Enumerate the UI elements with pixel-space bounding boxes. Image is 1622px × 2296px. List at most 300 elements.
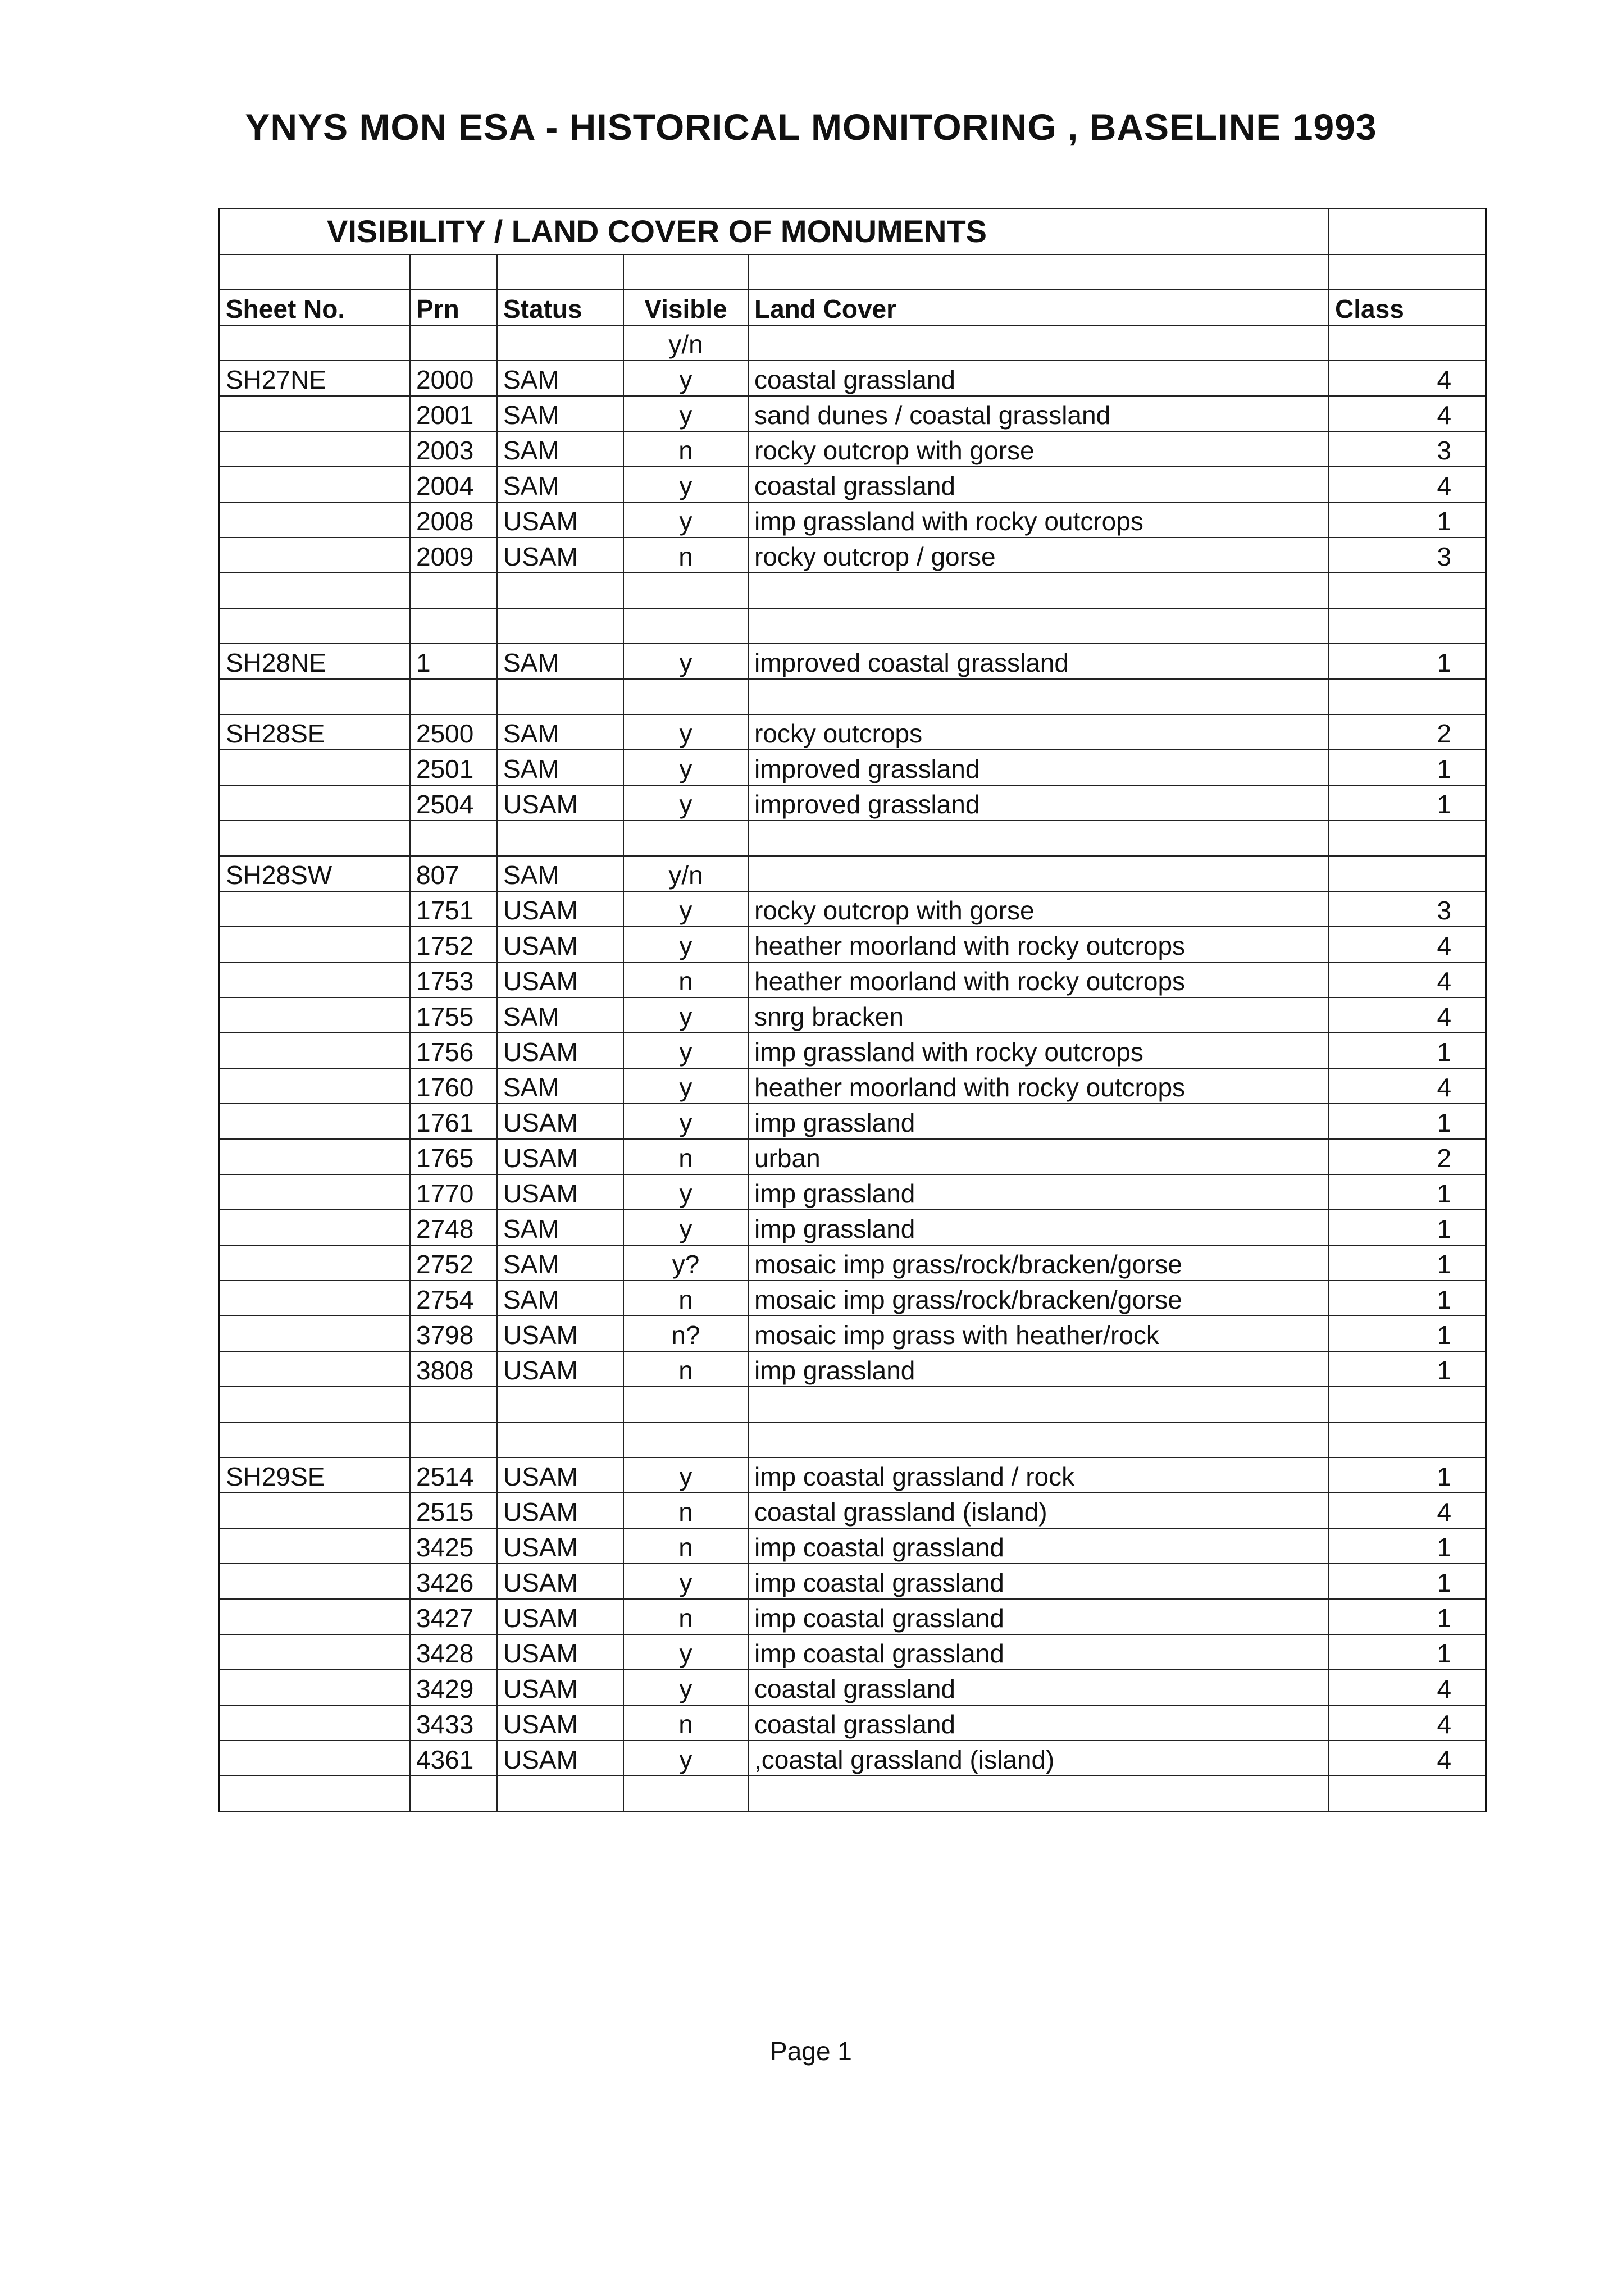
class-cell: 1 xyxy=(1329,1316,1486,1351)
empty-cell xyxy=(497,573,623,608)
column-header-row xyxy=(219,290,1486,325)
sheet-cell xyxy=(219,1564,410,1599)
status-cell: USAM xyxy=(497,1139,623,1174)
empty-cell xyxy=(1329,1776,1486,1811)
group-spacer-row xyxy=(219,1387,1486,1422)
prn-cell: 2514 xyxy=(410,1457,497,1493)
prn-cell: 1756 xyxy=(410,1033,497,1068)
visible-cell: y xyxy=(623,361,748,396)
class-cell: 2 xyxy=(1329,1139,1486,1174)
status-cell: USAM xyxy=(497,1528,623,1564)
prn-cell: 1765 xyxy=(410,1139,497,1174)
page-number: Page 1 xyxy=(770,2037,852,2066)
status-cell: USAM xyxy=(497,1705,623,1741)
visible-cell: y xyxy=(623,644,748,679)
visible-cell: n xyxy=(623,1139,748,1174)
col-header-visible: Visible xyxy=(623,290,748,325)
visible-cell: n xyxy=(623,962,748,997)
visible-cell: y xyxy=(623,1174,748,1210)
land-cover-cell: imp grassland xyxy=(748,1351,1329,1387)
status-cell: SAM xyxy=(497,997,623,1033)
empty-cell xyxy=(623,679,748,714)
status-cell: SAM xyxy=(497,750,623,785)
class-cell: 4 xyxy=(1329,1705,1486,1741)
sheet-cell xyxy=(219,537,410,573)
class-cell: 1 xyxy=(1329,644,1486,679)
sheet-cell xyxy=(219,1493,410,1528)
table-row xyxy=(219,1634,1486,1670)
class-cell: 4 xyxy=(1329,1670,1486,1705)
empty-cell xyxy=(1329,821,1486,856)
table-heading: VISIBILITY / LAND COVER OF MONUMENTS xyxy=(219,208,1329,254)
table-heading-row xyxy=(219,208,1486,254)
class-cell: 1 xyxy=(1329,1457,1486,1493)
status-cell: SAM xyxy=(497,1210,623,1245)
sheet-cell xyxy=(219,431,410,467)
empty-cell xyxy=(497,1387,623,1422)
empty-cell xyxy=(1329,1387,1486,1422)
sheet-cell xyxy=(219,785,410,821)
class-cell: 4 xyxy=(1329,1068,1486,1104)
empty-cell xyxy=(497,679,623,714)
empty-cell xyxy=(497,608,623,644)
table-row xyxy=(219,1564,1486,1599)
prn-cell: 2001 xyxy=(410,396,497,431)
status-cell: SAM xyxy=(497,1245,623,1281)
class-cell: 1 xyxy=(1329,1564,1486,1599)
visible-cell: n xyxy=(623,1493,748,1528)
table-row xyxy=(219,1493,1486,1528)
status-cell: USAM xyxy=(497,1564,623,1599)
group-spacer-row xyxy=(219,679,1486,714)
status-cell: USAM xyxy=(497,537,623,573)
prn-cell: 3808 xyxy=(410,1351,497,1387)
prn-cell: 2752 xyxy=(410,1245,497,1281)
prn-cell: 2000 xyxy=(410,361,497,396)
sheet-cell xyxy=(219,1528,410,1564)
empty-cell xyxy=(623,1387,748,1422)
status-cell: USAM xyxy=(497,502,623,537)
empty-cell xyxy=(748,608,1329,644)
sheet-cell xyxy=(219,1316,410,1351)
sheet-cell xyxy=(219,1599,410,1634)
sheet-cell xyxy=(219,1033,410,1068)
empty-cell xyxy=(410,573,497,608)
prn-cell: 2003 xyxy=(410,431,497,467)
table-row xyxy=(219,361,1486,396)
visible-cell: y xyxy=(623,1068,748,1104)
status-cell: USAM xyxy=(497,1457,623,1493)
land-cover-cell: mosaic imp grass with heather/rock xyxy=(748,1316,1329,1351)
prn-cell: 1770 xyxy=(410,1174,497,1210)
status-cell: SAM xyxy=(497,714,623,750)
prn-cell: 3798 xyxy=(410,1316,497,1351)
header-spacer-row xyxy=(219,254,1486,290)
status-cell: USAM xyxy=(497,1174,623,1210)
empty-cell xyxy=(623,1776,748,1811)
status-cell: USAM xyxy=(497,1599,623,1634)
status-cell: USAM xyxy=(497,891,623,927)
empty-cell xyxy=(1329,608,1486,644)
class-cell: 4 xyxy=(1329,361,1486,396)
land-cover-cell: rocky outcrop with gorse xyxy=(748,891,1329,927)
status-cell: USAM xyxy=(497,785,623,821)
land-cover-cell: imp coastal grassland xyxy=(748,1564,1329,1599)
land-cover-cell: imp coastal grassland xyxy=(748,1599,1329,1634)
status-cell: SAM xyxy=(497,856,623,891)
group-spacer-row xyxy=(219,573,1486,608)
visible-cell: n xyxy=(623,1281,748,1316)
empty-cell xyxy=(410,1387,497,1422)
sheet-cell: SH28SW xyxy=(219,856,410,891)
land-cover-cell: imp coastal grassland xyxy=(748,1634,1329,1670)
empty-cell xyxy=(623,608,748,644)
sheet-cell xyxy=(219,1104,410,1139)
table-row xyxy=(219,537,1486,573)
sheet-cell xyxy=(219,750,410,785)
visible-cell: y xyxy=(623,785,748,821)
col-header-class: Class xyxy=(1329,290,1486,325)
visible-cell: y xyxy=(623,750,748,785)
prn-cell: 3433 xyxy=(410,1705,497,1741)
prn-cell: 4361 xyxy=(410,1741,497,1776)
visible-cell: y xyxy=(623,1104,748,1139)
visible-cell: y xyxy=(623,997,748,1033)
land-cover-cell: sand dunes / coastal grassland xyxy=(748,396,1329,431)
empty-cell xyxy=(1329,1422,1486,1457)
table-heading-empty-cell xyxy=(1329,208,1486,254)
class-cell: 4 xyxy=(1329,997,1486,1033)
empty-cell xyxy=(748,1422,1329,1457)
empty-cell xyxy=(623,573,748,608)
table-row xyxy=(219,644,1486,679)
prn-cell: 1752 xyxy=(410,927,497,962)
status-cell: USAM xyxy=(497,927,623,962)
table-row xyxy=(219,1457,1486,1493)
table-row xyxy=(219,927,1486,962)
status-cell: SAM xyxy=(497,1068,623,1104)
land-cover-cell: improved coastal grassland xyxy=(748,644,1329,679)
prn-cell: 1753 xyxy=(410,962,497,997)
status-cell: SAM xyxy=(497,396,623,431)
status-cell: USAM xyxy=(497,1634,623,1670)
sheet-cell xyxy=(219,1174,410,1210)
status-cell: USAM xyxy=(497,1493,623,1528)
status-cell: SAM xyxy=(497,431,623,467)
class-cell: 1 xyxy=(1329,1245,1486,1281)
empty-cell xyxy=(410,821,497,856)
class-cell: 1 xyxy=(1329,502,1486,537)
table-row xyxy=(219,431,1486,467)
table-row xyxy=(219,502,1486,537)
group-spacer-row xyxy=(219,821,1486,856)
sheet-cell xyxy=(219,927,410,962)
table-row xyxy=(219,1281,1486,1316)
table-row xyxy=(219,1316,1486,1351)
visible-cell: y xyxy=(623,1457,748,1493)
visible-cell: n xyxy=(623,431,748,467)
prn-cell: 1761 xyxy=(410,1104,497,1139)
visible-cell: n? xyxy=(623,1316,748,1351)
table-row xyxy=(219,1705,1486,1741)
empty-cell xyxy=(219,679,410,714)
class-cell: 2 xyxy=(1329,714,1486,750)
sheet-cell: SH28NE xyxy=(219,644,410,679)
land-cover-cell: rocky outcrop with gorse xyxy=(748,431,1329,467)
status-cell: USAM xyxy=(497,1741,623,1776)
empty-cell xyxy=(219,1776,410,1811)
table-row xyxy=(219,396,1486,431)
land-cover-cell: coastal grassland xyxy=(748,467,1329,502)
visible-cell: y xyxy=(623,927,748,962)
empty-cell xyxy=(1329,573,1486,608)
class-cell: 4 xyxy=(1329,1493,1486,1528)
sheet-cell xyxy=(219,1210,410,1245)
table-row xyxy=(219,785,1486,821)
class-cell: 1 xyxy=(1329,785,1486,821)
status-cell: SAM xyxy=(497,361,623,396)
prn-cell: 2008 xyxy=(410,502,497,537)
table-row xyxy=(219,856,1486,891)
table-row xyxy=(219,1174,1486,1210)
sheet-cell: SH29SE xyxy=(219,1457,410,1493)
visible-cell: y xyxy=(623,1741,748,1776)
empty-cell xyxy=(497,1422,623,1457)
monuments-table xyxy=(218,208,1487,1812)
sheet-cell xyxy=(219,396,410,431)
visible-cell: y xyxy=(623,1670,748,1705)
land-cover-cell: imp grassland with rocky outcrops xyxy=(748,502,1329,537)
status-cell: USAM xyxy=(497,1670,623,1705)
table-row xyxy=(219,1139,1486,1174)
status-cell: USAM xyxy=(497,962,623,997)
land-cover-cell: imp grassland with rocky outcrops xyxy=(748,1033,1329,1068)
status-cell: SAM xyxy=(497,467,623,502)
col-header-sheet: Sheet No. xyxy=(219,290,410,325)
land-cover-cell: heather moorland with rocky outcrops xyxy=(748,927,1329,962)
class-cell: 4 xyxy=(1329,927,1486,962)
empty-cell xyxy=(748,679,1329,714)
empty-cell xyxy=(497,821,623,856)
sheet-cell xyxy=(219,467,410,502)
sheet-cell xyxy=(219,1741,410,1776)
empty-cell xyxy=(1329,679,1486,714)
land-cover-cell: ,coastal grassland (island) xyxy=(748,1741,1329,1776)
empty-cell xyxy=(219,821,410,856)
class-cell xyxy=(1329,856,1486,891)
prn-cell: 3428 xyxy=(410,1634,497,1670)
class-cell: 3 xyxy=(1329,537,1486,573)
prn-cell: 1760 xyxy=(410,1068,497,1104)
sheet-cell xyxy=(219,962,410,997)
col-header-land-cover: Land Cover xyxy=(748,290,1329,325)
land-cover-cell: imp coastal grassland xyxy=(748,1528,1329,1564)
prn-cell: 3429 xyxy=(410,1670,497,1705)
land-cover-cell: coastal grassland (island) xyxy=(748,1493,1329,1528)
sheet-cell xyxy=(219,1245,410,1281)
status-cell: USAM xyxy=(497,1351,623,1387)
table-row xyxy=(219,997,1486,1033)
empty-cell xyxy=(623,821,748,856)
prn-cell: 2500 xyxy=(410,714,497,750)
table-row xyxy=(219,750,1486,785)
class-cell: 3 xyxy=(1329,431,1486,467)
sheet-cell xyxy=(219,1068,410,1104)
status-cell: SAM xyxy=(497,1281,623,1316)
table-row xyxy=(219,1670,1486,1705)
sheet-cell: SH28SE xyxy=(219,714,410,750)
prn-cell: 2748 xyxy=(410,1210,497,1245)
empty-cell xyxy=(219,1387,410,1422)
land-cover-cell: mosaic imp grass/rock/bracken/gorse xyxy=(748,1245,1329,1281)
land-cover-cell: snrg bracken xyxy=(748,997,1329,1033)
sheet-cell xyxy=(219,997,410,1033)
prn-cell: 2754 xyxy=(410,1281,497,1316)
empty-cell xyxy=(219,608,410,644)
class-cell: 1 xyxy=(1329,1599,1486,1634)
class-cell: 4 xyxy=(1329,962,1486,997)
prn-cell: 2515 xyxy=(410,1493,497,1528)
visible-cell: y xyxy=(623,396,748,431)
prn-cell: 1751 xyxy=(410,891,497,927)
col-subheader-visible: y/n xyxy=(623,325,748,361)
class-cell: 1 xyxy=(1329,1033,1486,1068)
sheet-cell xyxy=(219,1670,410,1705)
group-spacer-row xyxy=(219,1422,1486,1457)
class-cell: 3 xyxy=(1329,891,1486,927)
empty-cell xyxy=(748,573,1329,608)
land-cover-cell: urban xyxy=(748,1139,1329,1174)
empty-cell xyxy=(748,1776,1329,1811)
land-cover-cell: rocky outcrops xyxy=(748,714,1329,750)
sheet-cell xyxy=(219,1281,410,1316)
land-cover-cell: imp coastal grassland / rock xyxy=(748,1457,1329,1493)
class-cell: 1 xyxy=(1329,1634,1486,1670)
column-subheader-row xyxy=(219,325,1486,361)
table-row xyxy=(219,1741,1486,1776)
table-row xyxy=(219,962,1486,997)
empty-cell xyxy=(410,608,497,644)
prn-cell: 2501 xyxy=(410,750,497,785)
group-spacer-row xyxy=(219,608,1486,644)
table-final-row xyxy=(219,1776,1486,1811)
prn-cell: 3426 xyxy=(410,1564,497,1599)
empty-cell xyxy=(748,821,1329,856)
prn-cell: 1755 xyxy=(410,997,497,1033)
col-header-prn: Prn xyxy=(410,290,497,325)
visible-cell: y xyxy=(623,891,748,927)
status-cell: USAM xyxy=(497,1104,623,1139)
visible-cell: n xyxy=(623,537,748,573)
land-cover-cell: rocky outcrop / gorse xyxy=(748,537,1329,573)
class-cell: 4 xyxy=(1329,1741,1486,1776)
visible-cell: y xyxy=(623,1210,748,1245)
class-cell: 1 xyxy=(1329,1351,1486,1387)
class-cell: 1 xyxy=(1329,1528,1486,1564)
land-cover-cell: heather moorland with rocky outcrops xyxy=(748,1068,1329,1104)
table-row xyxy=(219,1210,1486,1245)
land-cover-cell: imp grassland xyxy=(748,1174,1329,1210)
prn-cell: 2009 xyxy=(410,537,497,573)
empty-cell xyxy=(410,1422,497,1457)
table-row xyxy=(219,1033,1486,1068)
table-row xyxy=(219,1068,1486,1104)
visible-cell: n xyxy=(623,1705,748,1741)
visible-cell: y xyxy=(623,502,748,537)
document-title: YNYS MON ESA - HISTORICAL MONITORING , BASELINE 1993 xyxy=(245,106,1377,148)
empty-cell xyxy=(410,1776,497,1811)
visible-cell: n xyxy=(623,1599,748,1634)
visible-cell: y xyxy=(623,1634,748,1670)
land-cover-cell: imp grassland xyxy=(748,1104,1329,1139)
visible-cell: y xyxy=(623,467,748,502)
prn-cell: 807 xyxy=(410,856,497,891)
sheet-cell xyxy=(219,1705,410,1741)
prn-cell: 1 xyxy=(410,644,497,679)
visible-cell: y? xyxy=(623,1245,748,1281)
empty-cell xyxy=(219,573,410,608)
sheet-cell xyxy=(219,1351,410,1387)
table-row xyxy=(219,714,1486,750)
land-cover-cell: imp grassland xyxy=(748,1210,1329,1245)
table-row xyxy=(219,891,1486,927)
sheet-cell xyxy=(219,891,410,927)
table-row xyxy=(219,1104,1486,1139)
class-cell: 1 xyxy=(1329,1104,1486,1139)
table-row xyxy=(219,1599,1486,1634)
sheet-cell: SH27NE xyxy=(219,361,410,396)
land-cover-cell: heather moorland with rocky outcrops xyxy=(748,962,1329,997)
empty-cell xyxy=(219,1422,410,1457)
prn-cell: 3427 xyxy=(410,1599,497,1634)
land-cover-cell: coastal grassland xyxy=(748,1705,1329,1741)
class-cell: 1 xyxy=(1329,750,1486,785)
empty-cell xyxy=(410,679,497,714)
empty-cell xyxy=(748,1387,1329,1422)
land-cover-cell xyxy=(748,856,1329,891)
class-cell: 1 xyxy=(1329,1281,1486,1316)
table-row xyxy=(219,1528,1486,1564)
visible-cell: y xyxy=(623,1564,748,1599)
visible-cell: n xyxy=(623,1528,748,1564)
visible-cell: y xyxy=(623,714,748,750)
status-cell: USAM xyxy=(497,1316,623,1351)
class-cell: 4 xyxy=(1329,467,1486,502)
visible-cell: y xyxy=(623,1033,748,1068)
status-cell: USAM xyxy=(497,1033,623,1068)
class-cell: 1 xyxy=(1329,1174,1486,1210)
table-row xyxy=(219,1245,1486,1281)
sheet-cell xyxy=(219,1634,410,1670)
land-cover-cell: improved grassland xyxy=(748,750,1329,785)
prn-cell: 2004 xyxy=(410,467,497,502)
class-cell: 4 xyxy=(1329,396,1486,431)
land-cover-cell: mosaic imp grass/rock/bracken/gorse xyxy=(748,1281,1329,1316)
status-cell: SAM xyxy=(497,644,623,679)
sheet-cell xyxy=(219,1139,410,1174)
land-cover-cell: improved grassland xyxy=(748,785,1329,821)
land-cover-cell: coastal grassland xyxy=(748,361,1329,396)
table-row xyxy=(219,467,1486,502)
class-cell: 1 xyxy=(1329,1210,1486,1245)
empty-cell xyxy=(497,1776,623,1811)
col-header-status: Status xyxy=(497,290,623,325)
prn-cell: 2504 xyxy=(410,785,497,821)
land-cover-cell: coastal grassland xyxy=(748,1670,1329,1705)
prn-cell: 3425 xyxy=(410,1528,497,1564)
empty-cell xyxy=(623,1422,748,1457)
visible-cell: y/n xyxy=(623,856,748,891)
